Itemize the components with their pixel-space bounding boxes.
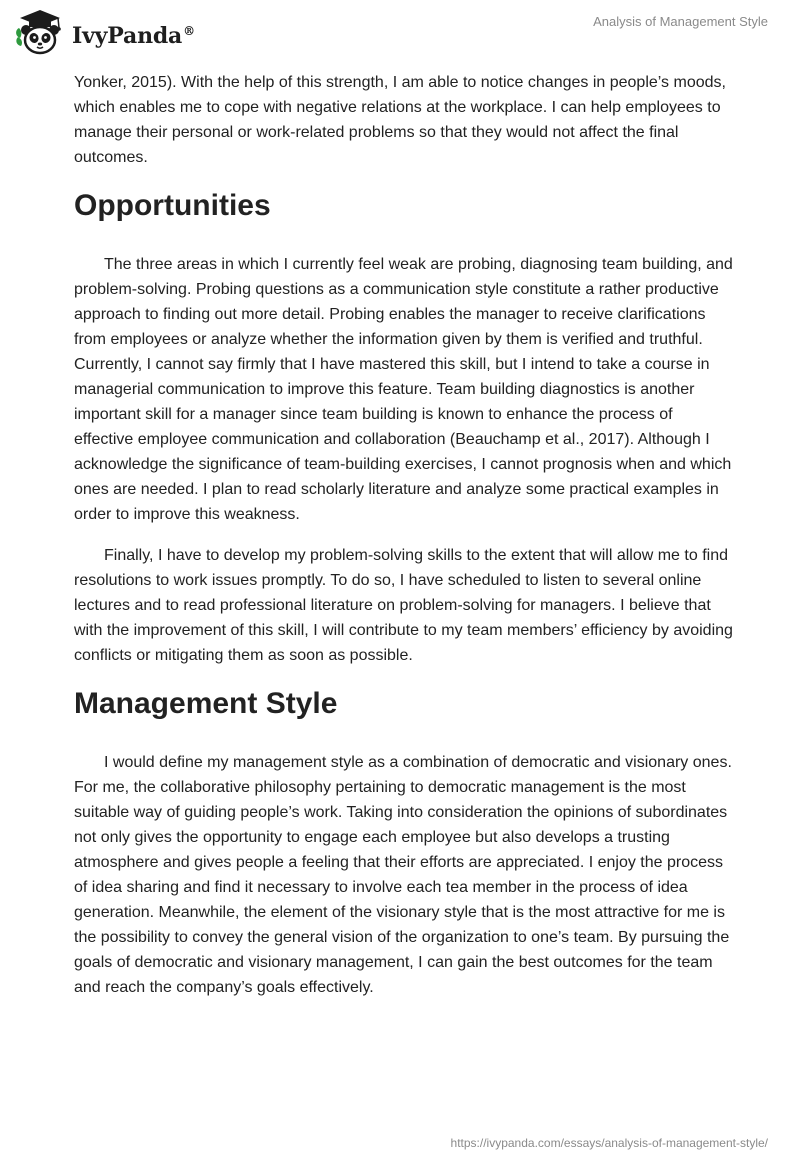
panda-graduate-icon: [14, 8, 66, 60]
paragraph-continued: Yonker, 2015). With the help of this strength, I am able to notice changes in people’s moods, which enables me to cope with negative relations at the workplace. I can help employees to manage their personal or work-related problems so that they would not affect the final outcomes.: [74, 74, 726, 166]
brand-name: IvyPanda®: [72, 23, 195, 49]
source-url[interactable]: https://ivypanda.com/essays/analysis-of-management-style/: [450, 1136, 768, 1150]
ivypanda-logo[interactable]: [14, 8, 195, 60]
heading-opportunities: Opportunities: [74, 189, 271, 222]
running-title: Analysis of Management Style: [593, 14, 768, 29]
page-header: [0, 0, 800, 70]
essay-body: [74, 70, 734, 1016]
paragraph-problem-solving: Finally, I have to develop my problem-solving skills to the extent that will allow me to find resolutions to work issues promptly. To do so, I have scheduled to listen to several online lectures and to read professional literature on problem-solving for managers. I believe that with the improvement of this skill, I will contribute to my team members’ efficiency by avoiding conflicts or mitigating them as soon as possible.: [74, 547, 733, 664]
paragraph-weak-areas: The three areas in which I currently feel weak are probing, diagnosing team building, and problem-solving. Probing questions as a communication style constitute a rather productive approach to finding out more detail. Probing enables the manager to receive clarifications from employees or analyze whether the information given by them is verified and truthful. Currently, I cannot say firmly that I have mastered this skill, but I intend to take a course in managerial communication to improve this feature. Team building diagnostics is another important skill for a manager since team building is known to enhance the process of effective employee communication and collaboration (Beauchamp et al., 2017). Although I acknowledge the significance of team-building exercises, I cannot prognosis when and which ones are needed. I plan to read scholarly literature and analyze some practical examples in order to improve this weakness.: [74, 256, 733, 523]
paragraph-management-style: I would define my management style as a combination of democratic and visionary ones. For me, the collaborative philosophy pertaining to democratic management is the most suitable way of guiding people’s work. Taking into consideration the opinions of subordinates not only gives the opportunity to engage each employee but also develops a trusting atmosphere and gives people a feeling that their efforts are appreciated. I enjoy the process of idea sharing and find it necessary to involve each tea member in the process of idea generation. Meanwhile, the element of the visionary style that is the most attractive for me is the possibility to convey the general vision of the organization to one’s team. By pursuing the goals of democratic and visionary management, I can gain the best outcomes for the team and reach the company’s goals effectively.: [74, 754, 732, 996]
heading-management-style: Management Style: [74, 687, 338, 720]
registered-mark: ®: [183, 23, 195, 38]
